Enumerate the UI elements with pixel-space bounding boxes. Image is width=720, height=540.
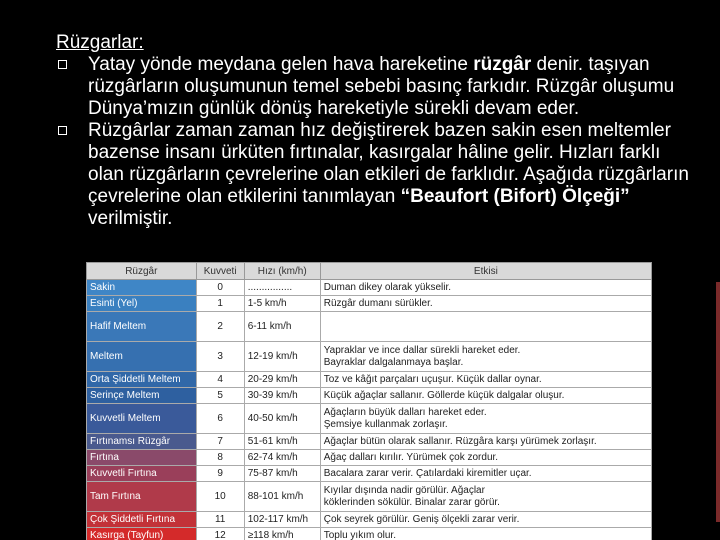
table-row [87, 404, 652, 434]
force-cell: 1 [196, 296, 244, 312]
effect-cell [320, 466, 651, 482]
effect-line: Toz ve kâğıt parçaları uçuşur. Küçük dallar oynar. [323, 373, 542, 385]
wind-name-cell: Çok Şiddetli Fırtına [87, 512, 197, 528]
bullet-text-bold: “Beaufort (Bifort) Ölçeği” [400, 186, 630, 207]
effect-line: Duman dikey olarak yükselir. [323, 281, 452, 293]
effect-cell [320, 528, 651, 540]
effect-line: Ağaçların büyük dalları hareket eder. [323, 406, 487, 418]
table-row [87, 482, 652, 512]
effect-line: köklerinden sökülür. Binalar zarar görür. [323, 496, 500, 508]
force-cell: 2 [196, 312, 244, 342]
table-header-row [87, 263, 652, 280]
force-cell: 5 [196, 388, 244, 404]
effect-line: Küçük ağaçlar sallanır. Göllerde küçük dalgalar oluşur. [323, 389, 565, 401]
table-row [87, 342, 652, 372]
force-cell: 9 [196, 466, 244, 482]
bullet-item [56, 54, 696, 120]
table-row [87, 372, 652, 388]
effect-line: Bayraklar dalgalanmaya başlar. [323, 356, 464, 368]
speed-cell: 12-19 km/h [244, 342, 320, 372]
speed-cell: ................ [244, 280, 320, 296]
effect-cell [320, 388, 651, 404]
effect-line: Ağaçlar bütün olarak sallanır. Rüzgâra karşı yürümek zorlaşır. [323, 435, 597, 447]
wind-name-cell: Sakin [87, 280, 197, 296]
wind-name-cell: Meltem [87, 342, 197, 372]
effect-line: Bacalara zarar verir. Çatılardaki kiremitler uçar. [323, 467, 532, 479]
bullet-text-post: verilmiştir. [88, 208, 173, 229]
effect-line: Rüzgâr dumanı sürükler. [323, 297, 433, 309]
effect-line: Şemsiye kullanmak zorlaşır. [323, 418, 448, 430]
table-row [87, 466, 652, 482]
force-cell: 8 [196, 450, 244, 466]
wind-name-cell: Kuvvetli Fırtına [87, 466, 197, 482]
force-cell: 12 [196, 528, 244, 540]
bullet-text-pre: Yatay yönde meydana gelen hava hareketine [88, 54, 474, 75]
table-body [87, 280, 652, 540]
table-row [87, 280, 652, 296]
speed-cell: 30-39 km/h [244, 388, 320, 404]
effect-line: Ağaç dalları kırılır. Yürümek çok zordur. [323, 451, 499, 463]
effect-cell [320, 372, 651, 388]
heading: Rüzgarlar: [56, 32, 144, 53]
wind-name-cell: Fırtına [87, 450, 197, 466]
table-row [87, 528, 652, 540]
effect-cell [320, 280, 651, 296]
header-effect: Etkisi [320, 263, 651, 280]
speed-cell: ≥118 km/h [244, 528, 320, 540]
wind-name-cell: Hafif Meltem [87, 312, 197, 342]
wind-name-cell: Serinçe Meltem [87, 388, 197, 404]
wind-name-cell: Fırtınamsı Rüzgâr [87, 434, 197, 450]
beaufort-table-image [86, 262, 652, 540]
effect-cell [320, 434, 651, 450]
checkbox-bullet-icon [58, 126, 67, 135]
speed-cell: 51-61 km/h [244, 434, 320, 450]
speed-cell: 62-74 km/h [244, 450, 320, 466]
effect-cell [320, 296, 651, 312]
table-row [87, 388, 652, 404]
wind-name-cell: Kasırga (Tayfun) [87, 528, 197, 540]
wind-name-cell: Orta Şiddetli Meltem [87, 372, 197, 388]
effect-cell [320, 342, 651, 372]
table-row [87, 312, 652, 342]
table-row [87, 296, 652, 312]
effect-line: Yapraklar ve ince dallar sürekli hareket eder. [323, 344, 521, 356]
speed-cell: 6-11 km/h [244, 312, 320, 342]
bullet-item [56, 120, 696, 230]
speed-cell: 88-101 km/h [244, 482, 320, 512]
table-row [87, 512, 652, 528]
header-wind: Rüzgâr [87, 263, 197, 280]
effect-line: Çok seyrek görülür. Geniş ölçekli zarar verir. [323, 513, 520, 525]
speed-cell: 40-50 km/h [244, 404, 320, 434]
bullet-text-post: denir. taşıyan rüzgârların oluşumunun temel sebebi basınç farkıdır. Rüzgâr oluşumu Dünya’mızın günlük dönüş hareketiyle sürekli devam eder. [88, 54, 675, 119]
effect-cell [320, 512, 651, 528]
force-cell: 10 [196, 482, 244, 512]
effect-cell [320, 312, 651, 342]
table-row [87, 434, 652, 450]
force-cell: 7 [196, 434, 244, 450]
header-force: Kuvveti [196, 263, 244, 280]
table-row [87, 450, 652, 466]
effect-cell [320, 404, 651, 434]
force-cell: 11 [196, 512, 244, 528]
force-cell: 6 [196, 404, 244, 434]
force-cell: 3 [196, 342, 244, 372]
force-cell: 0 [196, 280, 244, 296]
speed-cell: 75-87 km/h [244, 466, 320, 482]
effect-cell [320, 482, 651, 512]
speed-cell: 102-117 km/h [244, 512, 320, 528]
side-decoration [716, 282, 720, 522]
wind-name-cell: Esinti (Yel) [87, 296, 197, 312]
speed-cell: 1-5 km/h [244, 296, 320, 312]
header-speed: Hızı (km/h) [244, 263, 320, 280]
slide-text [56, 32, 696, 230]
force-cell: 4 [196, 372, 244, 388]
wind-name-cell: Tam Fırtına [87, 482, 197, 512]
checkbox-bullet-icon [58, 60, 67, 69]
effect-line: Toplu yıkım olur. [323, 529, 396, 540]
bullet-text-bold: rüzgâr [473, 54, 532, 75]
effect-line: Kıyılar dışında nadir görülür. Ağaçlar [323, 484, 485, 496]
speed-cell: 20-29 km/h [244, 372, 320, 388]
bullet-text-pre: Rüzgârlar zaman zaman hız değiştirerek bazen sakin esen meltemler bazense insanı ürküten fırtınalar, kasırgalar hâline gelir. Hızları farklı olan rüzgârların çevrelerine olan etkileri de farklıdır. Aşağıda rüzgârların çevrelerine olan etkilerini tanımlayan [88, 120, 689, 207]
beaufort-table [86, 262, 652, 540]
effect-cell [320, 450, 651, 466]
wind-name-cell: Kuvvetli Meltem [87, 404, 197, 434]
